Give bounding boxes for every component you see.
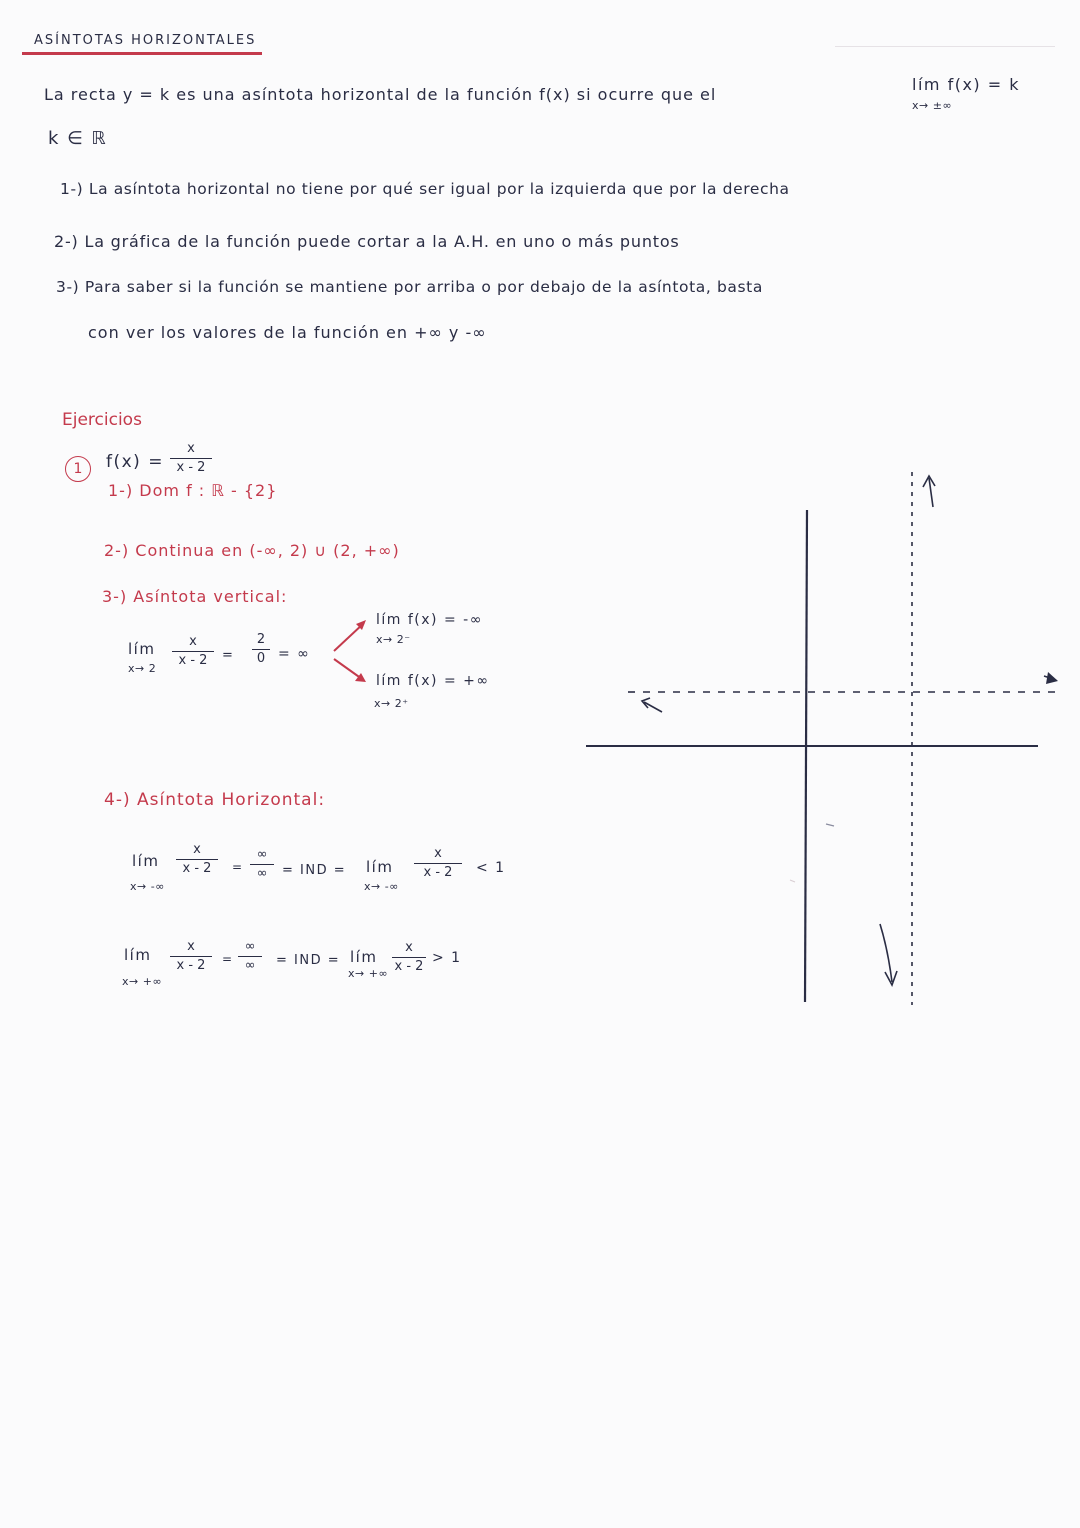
left-limit: lím f(x) = -∞	[376, 612, 483, 628]
definition-limit: lím f(x) = k	[912, 75, 1020, 94]
h1-lim-2-sub: x→ -∞	[364, 880, 399, 893]
h1-equals: =	[232, 860, 244, 874]
h1-result: < 1	[476, 860, 506, 876]
h1-lim: lím	[132, 852, 160, 870]
h1-lim-sub: x→ -∞	[130, 880, 165, 893]
arrow-up-icon	[923, 476, 935, 507]
arrow-left-icon	[642, 698, 662, 712]
step-4: 4-) Asíntota Horizontal:	[104, 790, 326, 810]
function-denominator: x - 2	[176, 460, 206, 475]
page-title: ASÍNTOTAS HORIZONTALES	[34, 33, 257, 48]
right-limit-sub: x→ 2⁺	[374, 697, 409, 710]
definition-limit-sub: x→ ±∞	[912, 99, 953, 112]
step-1: 1-) Dom f : ℝ - {2}	[108, 481, 278, 500]
h2-indeterminate: = IND =	[276, 953, 341, 968]
h2-inf-denominator: ∞	[244, 958, 256, 973]
vertical-value-denominator: 0	[256, 651, 266, 666]
y-tick-mark	[790, 880, 795, 882]
vertical-denominator: x - 2	[178, 653, 208, 668]
left-limit-sub: x→ 2⁻	[376, 633, 411, 646]
arrow-down-icon	[880, 924, 897, 985]
vertical-limit-lim: lím	[128, 640, 156, 658]
right-limit: lím f(x) = +∞	[376, 673, 490, 689]
h1-indeterminate: = IND =	[282, 863, 347, 878]
exercise-number: 1	[73, 461, 83, 477]
h1-numerator: x	[193, 842, 201, 857]
function-numerator: x	[187, 441, 195, 456]
h2-lim-sub: x→ +∞	[122, 975, 163, 988]
h2-inf-numerator: ∞	[244, 939, 256, 954]
step-3: 3-) Asíntota vertical:	[102, 587, 288, 606]
property-3-continued: con ver los valores de la función en +∞ y -∞	[88, 323, 487, 342]
h2-lim-2: lím	[350, 948, 378, 966]
vertical-result: = ∞	[278, 646, 311, 662]
step-2: 2-) Continua en (-∞, 2) ∪ (2, +∞)	[104, 541, 400, 560]
exercises-heading: Ejercicios	[62, 410, 142, 430]
h2-result: > 1	[432, 950, 462, 966]
vertical-limit-sub: x→ 2	[128, 662, 157, 675]
h2-denominator-2: x - 2	[394, 959, 424, 974]
property-2: 2-) La gráfica de la función puede cortar a la A.H. en uno o más puntos	[54, 232, 680, 251]
vertical-equals: =	[222, 648, 235, 663]
h2-numerator: x	[187, 939, 195, 954]
h2-equals: =	[222, 952, 234, 966]
h2-numerator-2: x	[405, 940, 413, 955]
h1-lim-2: lím	[366, 858, 394, 876]
h1-inf-denominator: ∞	[256, 866, 268, 881]
vertical-value-numerator: 2	[256, 632, 266, 647]
property-1: 1-) La asíntota horizontal no tiene por qué ser igual por la izquierda que por la derecha	[60, 180, 790, 198]
h1-inf-numerator: ∞	[256, 847, 268, 862]
y-tick-mark	[826, 824, 834, 826]
h2-denominator: x - 2	[176, 958, 206, 973]
vertical-numerator: x	[189, 634, 197, 649]
h1-denominator: x - 2	[182, 861, 212, 876]
h2-lim-2-sub: x→ +∞	[348, 967, 389, 980]
arrow-right-icon	[1044, 672, 1058, 684]
function-label: f(x) =	[106, 452, 164, 472]
h2-lim: lím	[124, 946, 152, 964]
definition-k-real: k ∈ ℝ	[48, 128, 108, 149]
definition-line: La recta y = k es una asíntota horizontal de la función f(x) si ocurre que el	[44, 85, 717, 104]
property-3: 3-) Para saber si la función se mantiene por arriba o por debajo de la asíntota, basta	[56, 278, 763, 296]
h1-numerator-2: x	[434, 846, 442, 861]
y-axis	[805, 510, 807, 1002]
h1-denominator-2: x - 2	[423, 865, 453, 880]
